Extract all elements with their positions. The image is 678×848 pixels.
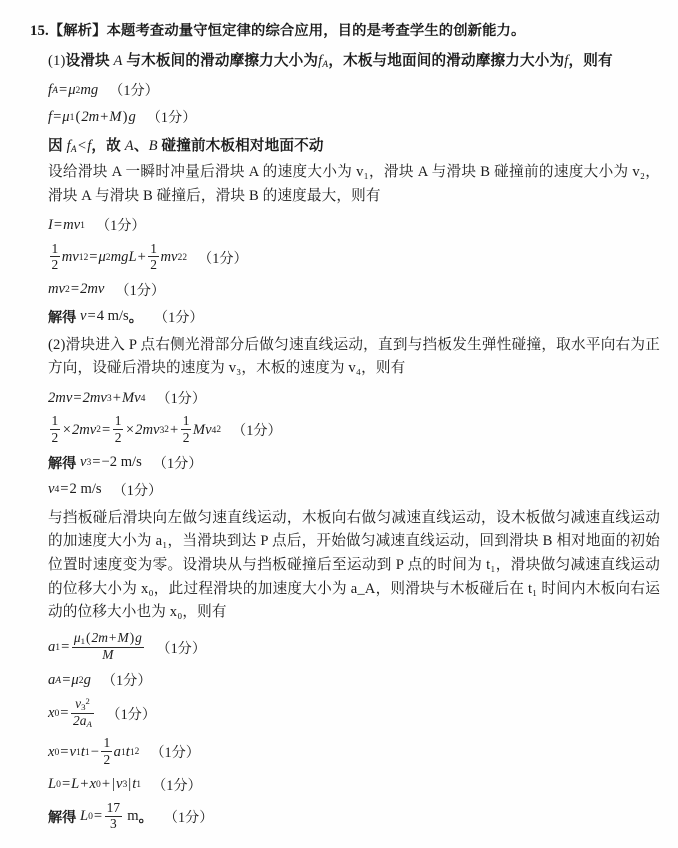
eq1-equals: = bbox=[58, 81, 68, 98]
part1-setup-paragraph: 设给滑块 A 一瞬时冲量后滑块 A 的速度大小为 v₁，滑块 A 与滑块 B 碰撞前的速度大小为 v₂，滑块 A 与滑块 B 碰撞后，滑块 B 的速度最大，则有 bbox=[48, 164, 660, 204]
eq7-r1-sub: 3 bbox=[106, 392, 112, 404]
eq13-num: v bbox=[75, 695, 82, 711]
eq7-r2-sub: 4 bbox=[140, 392, 146, 404]
eq13-den: 2a bbox=[73, 713, 87, 729]
eq6-var: v bbox=[79, 308, 87, 325]
part1-intro-a: 设滑块 bbox=[65, 51, 110, 69]
eq7-score: （1分） bbox=[156, 391, 207, 408]
eq8-t1: 2mv bbox=[71, 421, 97, 438]
eq14-frac bbox=[101, 736, 112, 766]
part2-explanation-paragraph: 与挡板碰后滑块向左做匀速直线运动，木板向右做匀减速直线运动，设木板做匀减速直线运动的加速度大小为 a₁，当滑块到达 P 点后，开始做匀减速直线运动，回到滑块 B 相对地面的初始位置时速度变为零。设滑块从与挡板碰撞后至运动到 P 点的时间为 t₁，滑块做匀减速直线运动的位移大小为 x₀，此过程滑块的加速度大小为 a_A，则滑块与木板碰后在 t₁ 时间内木板向右运动的位移大小也为 x₀，则有 bbox=[48, 509, 660, 621]
cause-t1: 因 bbox=[48, 137, 63, 155]
eq1-lhs-sub: A bbox=[52, 84, 58, 96]
eq10-score: （1分） bbox=[112, 482, 163, 499]
eq10-equals: = bbox=[60, 481, 69, 498]
eq7-lhs: 2mv bbox=[48, 389, 73, 406]
eq4-t3-sub: 2 bbox=[177, 252, 183, 264]
eq4-frac2-half bbox=[148, 242, 159, 272]
eq4-t2: mgL bbox=[110, 249, 137, 266]
eq13-den-sub: A bbox=[86, 719, 92, 730]
equation-x0-displacement bbox=[48, 737, 660, 767]
eq6-score: （1分） bbox=[153, 309, 204, 326]
eq14-t2-sub: 1 bbox=[84, 746, 90, 758]
eq12-lhs: a bbox=[48, 671, 56, 688]
eq1-score: （1分） bbox=[109, 83, 159, 100]
sub-A: A bbox=[322, 58, 329, 70]
equation-aA bbox=[48, 670, 660, 690]
eq15-v-sub: 3 bbox=[122, 779, 128, 791]
eq9-equals: = bbox=[92, 454, 101, 471]
eq4-score: （1分） bbox=[198, 250, 248, 267]
eq6-unit: m/s bbox=[107, 308, 129, 325]
eq12-mu: μ bbox=[71, 671, 79, 688]
eq15-equals: = bbox=[61, 776, 71, 793]
eq16-den: 3 bbox=[110, 816, 117, 832]
eq11-num-in: 2m bbox=[91, 630, 108, 646]
eq4-frac-num: 1 bbox=[51, 240, 59, 256]
solution-heading bbox=[30, 24, 660, 39]
eq4-frac2-den: 2 bbox=[150, 256, 158, 272]
eq11-lhs-sub: 1 bbox=[55, 642, 61, 654]
eq6-equals: = bbox=[87, 308, 96, 325]
eq2-score: （1分） bbox=[146, 110, 197, 127]
eq7-r1: 2mv bbox=[82, 389, 107, 406]
eq15-lhs-sub: 0 bbox=[56, 779, 61, 791]
eq15-lhs: L bbox=[48, 776, 57, 793]
eq1-mu-sub: 2 bbox=[75, 84, 81, 96]
cause-line bbox=[48, 134, 660, 159]
eq4-frac2-num: 1 bbox=[150, 240, 158, 256]
equation-momentum-2 bbox=[48, 388, 660, 408]
eq15-plus1: + bbox=[80, 776, 89, 793]
eq2-paren-open: ( bbox=[75, 108, 81, 125]
eq14-t4: t bbox=[125, 743, 130, 760]
eq11-lhs: a bbox=[48, 639, 56, 656]
eq14-t4-sub: 1 bbox=[129, 746, 135, 758]
var-f: f bbox=[564, 52, 569, 69]
eq8-f1n: 1 bbox=[51, 413, 59, 429]
eq5-rhs: 2mv bbox=[80, 281, 105, 298]
equation-fA bbox=[48, 80, 660, 100]
eq6-period: 。 bbox=[128, 309, 143, 326]
eq12-lhs-sub: A bbox=[55, 674, 62, 686]
eq8-t3: Mv bbox=[192, 421, 212, 438]
analysis-label: 【解析】 bbox=[48, 23, 107, 39]
cause-t2: ，故 bbox=[91, 137, 121, 155]
eq8-f3d: 2 bbox=[182, 429, 190, 445]
eq11-num-close: ) bbox=[129, 630, 135, 646]
eq14-fn: 1 bbox=[103, 735, 111, 751]
eq10-var: v bbox=[48, 481, 55, 498]
eq15-x-sub: 0 bbox=[96, 779, 101, 791]
eq16-prefix: 解得 bbox=[48, 809, 77, 826]
eq12-g: g bbox=[83, 671, 91, 688]
eq4-t3-sup: 2 bbox=[182, 252, 188, 263]
eq14-equals: = bbox=[60, 743, 69, 760]
eq15-t-sub: 1 bbox=[136, 779, 142, 791]
eq8-equals: = bbox=[101, 421, 111, 438]
eq15-bar2: | bbox=[128, 776, 132, 793]
heading-text: 本题考查动量守恒定律的综合应用，目的是考查学生的创新能力。 bbox=[106, 23, 526, 39]
equation-a1 bbox=[48, 632, 660, 664]
eq16-equals: = bbox=[93, 808, 103, 825]
eq11-num-M: M bbox=[117, 630, 129, 646]
eq2-lhs: f bbox=[48, 108, 53, 125]
eq13-equals: = bbox=[60, 705, 69, 722]
eq15-bar1: | bbox=[112, 776, 115, 793]
var-fA: f bbox=[318, 52, 323, 69]
eq16-lhs-sub: 0 bbox=[88, 811, 93, 823]
part2-intro-paragraph: (2)滑块进入 P 点右侧光滑部分后做匀速直线运动，直到与挡板发生弹性碰撞，取水平向右为正方向，设碰后滑块的速度为 v₃，木板的速度为 v₄，则有 bbox=[48, 336, 660, 377]
eq2-plus: + bbox=[100, 108, 109, 125]
eq8-frac2 bbox=[113, 414, 124, 444]
eq1-mu: μ bbox=[68, 81, 76, 98]
part1-intro-d: ，则有 bbox=[568, 51, 613, 69]
eq12-mu-sub: 2 bbox=[78, 674, 84, 686]
eq6-prefix: 解得 bbox=[48, 309, 77, 326]
eq8-f1d: 2 bbox=[51, 429, 59, 445]
eq7-r2: Mv bbox=[121, 389, 141, 406]
eq5-score: （1分） bbox=[115, 282, 166, 299]
eq13-fraction bbox=[71, 697, 94, 730]
eq4-frac-den: 2 bbox=[51, 256, 59, 272]
eq1-rest: mg bbox=[80, 81, 99, 98]
eq4-plus: + bbox=[137, 249, 146, 266]
eq9-var: v bbox=[79, 454, 87, 471]
cause-t3: 碰撞前木板相对地面不动 bbox=[161, 137, 324, 155]
equation-L0 bbox=[48, 775, 660, 795]
eq14-t4-sup: 2 bbox=[134, 747, 140, 758]
equation-energy bbox=[48, 242, 660, 272]
equation-result-v3 bbox=[48, 453, 660, 473]
eq15-L: L bbox=[71, 776, 80, 793]
eq15-v: v bbox=[115, 776, 123, 793]
cause-A: A bbox=[124, 138, 134, 155]
eq9-prefix: 解得 bbox=[48, 455, 77, 472]
eq15-score: （1分） bbox=[152, 777, 202, 794]
eq14-t2: t bbox=[80, 743, 85, 760]
equation-result-v bbox=[48, 307, 660, 327]
eq8-times2: × bbox=[125, 421, 135, 438]
eq2-paren-close: ) bbox=[122, 108, 128, 125]
question-number: 15. bbox=[30, 23, 49, 39]
eq14-lhs: x bbox=[48, 743, 55, 760]
eq5-lhs: mv bbox=[48, 281, 66, 298]
eq13-lhs-sub: 0 bbox=[54, 708, 60, 720]
eq15-x: x bbox=[89, 776, 97, 793]
eq8-score: （1分） bbox=[232, 423, 282, 440]
cause-fA-sub: A bbox=[70, 144, 77, 156]
eq14-t1: v bbox=[69, 743, 77, 760]
eq16-unit: m bbox=[127, 808, 139, 825]
eq13-num-sup: 2 bbox=[85, 695, 90, 706]
cause-B: B bbox=[148, 138, 158, 155]
eq2-mu: μ bbox=[62, 108, 70, 125]
eq10-value: 2 bbox=[69, 481, 77, 498]
eq14-t1-sub: 1 bbox=[76, 746, 81, 758]
eq9-var-sub: 3 bbox=[86, 457, 92, 469]
eq11-numerator bbox=[72, 631, 144, 648]
eq8-t2: 2mv bbox=[135, 421, 160, 438]
eq2-M: M bbox=[109, 108, 122, 125]
eq13-numerator bbox=[71, 697, 94, 714]
part1-intro bbox=[48, 49, 660, 74]
part1-intro-c: ，木板与地面间的滑动摩擦力大小为 bbox=[328, 51, 565, 69]
eq5-equals: = bbox=[70, 281, 80, 298]
eq4-equals: = bbox=[89, 249, 98, 266]
eq14-minus: − bbox=[90, 743, 99, 760]
eq16-score: （1分） bbox=[163, 809, 214, 826]
eq9-score: （1分） bbox=[152, 455, 203, 472]
cause-f: f bbox=[87, 138, 92, 155]
eq3-equals: = bbox=[53, 216, 63, 233]
equation-energy-2 bbox=[48, 415, 660, 445]
cause-dun: 、 bbox=[133, 137, 149, 155]
eq3-score: （1分） bbox=[95, 218, 146, 235]
eq8-t3-sub: 4 bbox=[211, 424, 217, 436]
eq13-num-sub: 3 bbox=[81, 701, 86, 712]
eq14-t3-sub: 1 bbox=[120, 746, 126, 758]
eq6-value: 4 bbox=[96, 308, 104, 325]
eq4-t1-sup: 2 bbox=[83, 252, 89, 263]
eq7-equals: = bbox=[73, 389, 82, 406]
eq3-rhs-sub: 1 bbox=[80, 219, 85, 231]
eq11-denominator: M bbox=[102, 647, 114, 663]
eq4-t1-sub: 1 bbox=[78, 252, 84, 264]
eq4-t1: mv bbox=[61, 249, 79, 266]
eq14-t3: a bbox=[113, 743, 121, 760]
eq8-frac1 bbox=[50, 414, 61, 444]
eq14-fd: 2 bbox=[103, 751, 111, 767]
eq5-lhs-sub: 2 bbox=[65, 284, 70, 296]
eq2-equals: = bbox=[53, 108, 62, 125]
eq10-var-sub: 4 bbox=[54, 484, 60, 496]
var-A: A bbox=[113, 52, 123, 69]
eq4-t3: mv bbox=[160, 249, 178, 266]
eq13-lhs: x bbox=[48, 705, 55, 722]
eq10-unit: m/s bbox=[80, 481, 102, 498]
eq11-num-mu: μ bbox=[73, 630, 81, 646]
eq2-inner: 2m bbox=[81, 108, 100, 125]
eq9-value: −2 bbox=[101, 454, 118, 471]
cause-lt: < bbox=[77, 138, 87, 155]
eq9-unit: m/s bbox=[120, 454, 142, 471]
eq11-fraction bbox=[72, 631, 144, 663]
eq8-t2-sub: 3 bbox=[159, 424, 165, 436]
equation-impulse bbox=[48, 215, 660, 235]
equation-result-v4 bbox=[48, 480, 660, 500]
eq16-num: 17 bbox=[106, 799, 121, 815]
equation-result-L0 bbox=[48, 799, 660, 832]
eq16-lhs: L bbox=[79, 808, 89, 825]
eq8-f2n: 1 bbox=[114, 413, 122, 429]
eq8-t3-sup: 2 bbox=[216, 425, 222, 436]
eq16-period: 。 bbox=[138, 809, 153, 826]
eq15-t: t bbox=[132, 776, 137, 793]
eq7-plus: + bbox=[112, 389, 121, 406]
eq4-frac-half bbox=[50, 242, 61, 272]
eq2-mu-sub: 1 bbox=[69, 111, 75, 123]
eq3-rhs: mv bbox=[63, 216, 81, 233]
eq11-num-plus: + bbox=[108, 630, 117, 646]
eq2-tail: g bbox=[128, 108, 136, 125]
eq8-f3n: 1 bbox=[182, 413, 190, 429]
eq16-fraction bbox=[105, 801, 122, 831]
eq1-lhs: f bbox=[48, 81, 53, 98]
eq8-t1-sup: 2 bbox=[96, 425, 101, 436]
eq14-score: （1分） bbox=[150, 745, 200, 762]
eq11-score: （1分） bbox=[156, 640, 207, 657]
eq8-t2-sup: 2 bbox=[164, 425, 169, 436]
eq8-times1: × bbox=[62, 421, 71, 438]
eq12-equals: = bbox=[62, 671, 71, 688]
equation-f bbox=[48, 107, 660, 127]
eq13-denominator bbox=[71, 714, 94, 730]
eq15-plus2: + bbox=[101, 776, 111, 793]
eq4-mu: μ bbox=[98, 249, 106, 266]
equation-collision bbox=[48, 280, 660, 300]
equation-x0-kinematics bbox=[48, 697, 660, 730]
eq3-lhs: I bbox=[48, 216, 53, 233]
eq8-plus: + bbox=[169, 421, 179, 438]
cause-fA: f bbox=[66, 138, 71, 155]
eq11-num-mu-sub: 1 bbox=[80, 636, 86, 647]
part1-label: (1) bbox=[48, 52, 66, 69]
eq13-score: （1分） bbox=[106, 706, 157, 723]
eq11-num-g: g bbox=[135, 630, 142, 646]
part1-intro-b: 与木板间的滑动摩擦力大小为 bbox=[126, 51, 319, 69]
eq11-num-open: ( bbox=[86, 630, 91, 646]
eq12-score: （1分） bbox=[101, 673, 152, 690]
eq14-lhs-sub: 0 bbox=[54, 746, 60, 758]
eq11-equals: = bbox=[61, 639, 70, 656]
eq8-frac3 bbox=[181, 414, 192, 444]
eq8-f2d: 2 bbox=[114, 429, 122, 445]
eq4-mu-sub: 2 bbox=[105, 252, 111, 264]
